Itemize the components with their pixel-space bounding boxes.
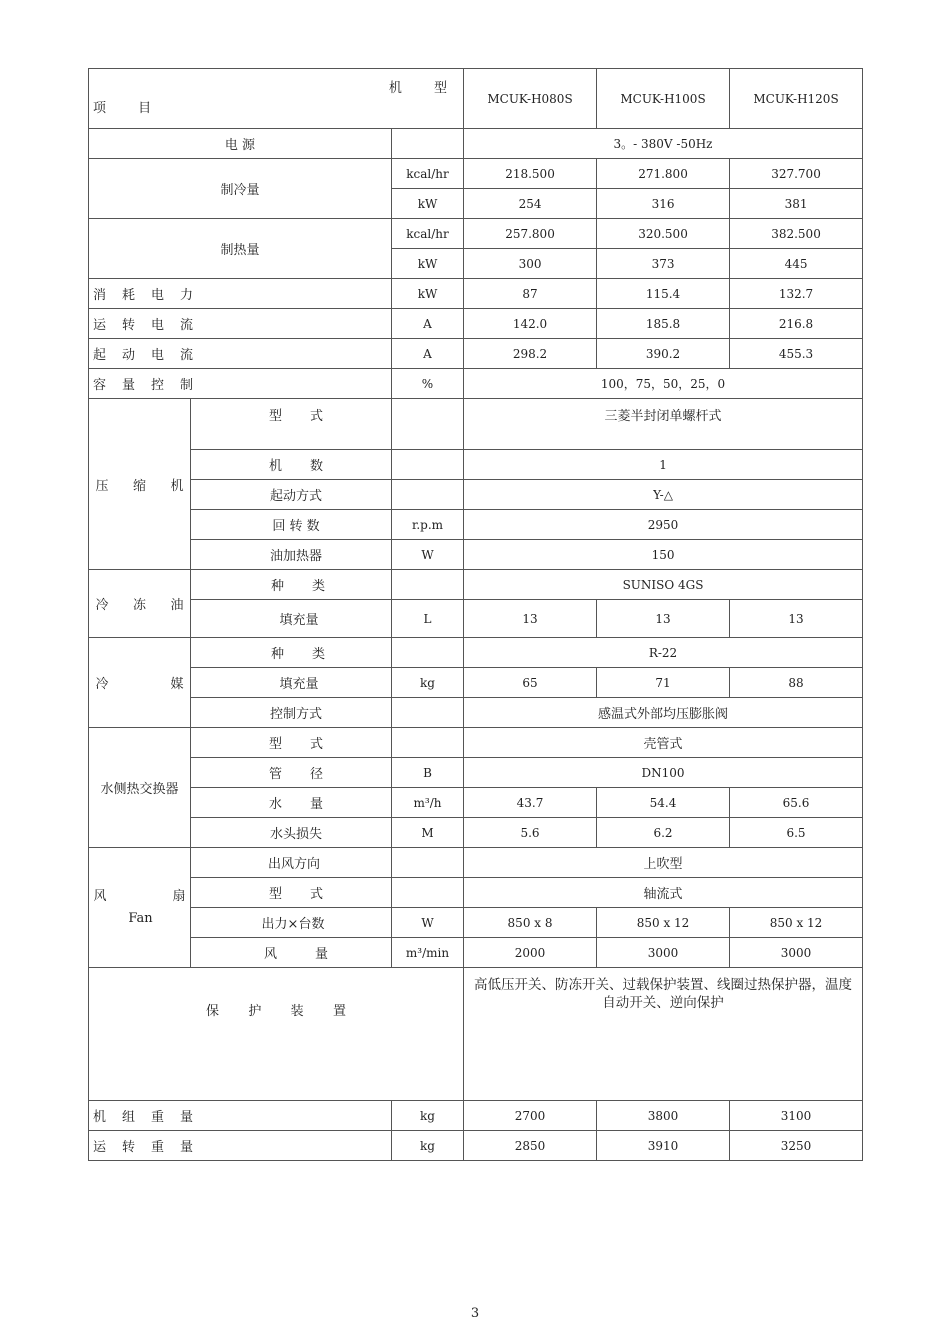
oil-fill-row — [89, 600, 863, 638]
fan-air-2: 3000 — [597, 938, 730, 968]
fan-dir-label-cell — [191, 848, 392, 878]
fan-power-label: 出力×台数 — [261, 917, 325, 932]
water-hx-pipe-label: 管 径 — [269, 767, 323, 782]
heating-unit-kcal: kcal/hr — [392, 219, 464, 249]
consumption-label-cell — [89, 279, 392, 309]
water-hx-flow-label: 水 量 — [269, 797, 323, 812]
oil-fill-2: 13 — [597, 600, 730, 638]
cooling-unit-kcal: kcal/hr — [392, 159, 464, 189]
fan-air-unit: m³/min — [392, 938, 464, 968]
starting-current-1: 298.2 — [464, 339, 597, 369]
oil-kind-label-cell — [191, 570, 392, 600]
compressor-start-value: Y-△ — [464, 480, 863, 510]
operating-weight-label: 运转重量 — [93, 1140, 193, 1155]
refrigerant-fill-3: 88 — [730, 668, 863, 698]
fan-air-1: 2000 — [464, 938, 597, 968]
compressor-heater-row — [89, 540, 863, 570]
unit-weight-label-cell — [89, 1101, 392, 1131]
unit-weight-unit: kg — [392, 1101, 464, 1131]
water-hx-type-value: 壳管式 — [464, 728, 863, 758]
compressor-heater-value: 150 — [464, 540, 863, 570]
consumption-1: 87 — [464, 279, 597, 309]
compressor-type-label-cell — [191, 399, 392, 450]
compressor-type-label: 型 式 — [269, 409, 323, 424]
compressor-count-value: 1 — [464, 450, 863, 480]
water-hx-loss-label-cell — [191, 818, 392, 848]
starting-current-row — [89, 339, 863, 369]
refrigerant-fill-label-cell — [191, 668, 392, 698]
refrigerant-control-unit — [392, 698, 464, 728]
water-hx-pipe-row — [89, 758, 863, 788]
starting-current-3: 455.3 — [730, 339, 863, 369]
capacity-control-value: 100，75，50，25，0 — [464, 369, 863, 399]
water-hx-label: 水侧热交换器 — [89, 728, 191, 848]
operating-weight-row — [89, 1131, 863, 1161]
running-current-label-cell — [89, 309, 392, 339]
oil-fill-label-cell — [191, 600, 392, 638]
oil-fill-3: 13 — [730, 600, 863, 638]
item-label: 项 目 — [93, 101, 166, 116]
cooling-kcal-2: 271.800 — [597, 159, 730, 189]
refrigerant-kind-value: R-22 — [464, 638, 863, 668]
refrigerant-control-row — [89, 698, 863, 728]
water-hx-loss-label: 水头损失 — [269, 827, 322, 842]
oil-kind-value: SUNISO 4GS — [464, 570, 863, 600]
water-hx-type-row — [89, 728, 863, 758]
running-current-2: 185.8 — [597, 309, 730, 339]
fan-type-label-cell — [191, 878, 392, 908]
running-current-1: 142.0 — [464, 309, 597, 339]
refrigerant-fill-row — [89, 668, 863, 698]
fan-type-label: 型 式 — [269, 887, 323, 902]
oil-kind-unit — [392, 570, 464, 600]
starting-current-label-cell — [89, 339, 392, 369]
model-header-2: MCUK-H100S — [597, 69, 730, 129]
refrigerant-fill-2: 71 — [597, 668, 730, 698]
unit-weight-row — [89, 1101, 863, 1131]
fan-label-en: Fan — [128, 910, 153, 926]
compressor-type-row — [89, 399, 863, 450]
compressor-rpm-row — [89, 510, 863, 540]
protection-label-cell — [89, 968, 464, 1101]
refrigerant-control-label-cell — [191, 698, 392, 728]
water-hx-type-unit — [392, 728, 464, 758]
compressor-count-unit — [392, 450, 464, 480]
refrigerant-fill-1: 65 — [464, 668, 597, 698]
compressor-count-label-cell — [191, 450, 392, 480]
protection-label: 保 护 装 置 — [206, 1004, 346, 1019]
compressor-rpm-label-cell — [191, 510, 392, 540]
compressor-rpm-value: 2950 — [464, 510, 863, 540]
fan-air-row — [89, 938, 863, 968]
water-hx-flow-unit: m³/h — [392, 788, 464, 818]
fan-type-row — [89, 878, 863, 908]
water-hx-loss-unit: M — [392, 818, 464, 848]
cooling-label: 制冷量 — [89, 159, 392, 219]
cooling-row-kcal — [89, 159, 863, 189]
compressor-start-unit — [392, 480, 464, 510]
fan-power-1: 850 x 8 — [464, 908, 597, 938]
cooling-unit-kw: kW — [392, 189, 464, 219]
operating-weight-3: 3250 — [730, 1131, 863, 1161]
fan-air-3: 3000 — [730, 938, 863, 968]
capacity-control-unit: % — [392, 369, 464, 399]
fan-label-cn-wrap — [94, 886, 186, 908]
heating-unit-kw: kW — [392, 249, 464, 279]
oil-fill-unit: L — [392, 600, 464, 638]
operating-weight-unit: kg — [392, 1131, 464, 1161]
oil-label: 冷冻油 — [95, 598, 184, 613]
header-row — [89, 69, 863, 129]
water-hx-flow-2: 54.4 — [597, 788, 730, 818]
refrigerant-fill-label: 填充量 — [279, 677, 319, 692]
compressor-rpm-label: 回 转 数 — [272, 519, 320, 534]
page-number: 3 — [470, 1306, 480, 1321]
fan-label-cn: 风 扇 — [93, 888, 186, 904]
fan-power-row — [89, 908, 863, 938]
water-hx-flow-label-cell — [191, 788, 392, 818]
heating-label: 制热量 — [89, 219, 392, 279]
refrigerant-kind-label: 种 类 — [271, 647, 325, 662]
model-header-3: MCUK-H120S — [730, 69, 863, 129]
refrigerant-fill-unit: kg — [392, 668, 464, 698]
consumption-row — [89, 279, 863, 309]
fan-air-label-cell — [191, 938, 392, 968]
running-current-unit: A — [392, 309, 464, 339]
capacity-control-label-cell — [89, 369, 392, 399]
water-hx-pipe-label-cell — [191, 758, 392, 788]
compressor-start-row — [89, 480, 863, 510]
refrigerant-control-value: 感温式外部均压膨胀阀 — [464, 698, 863, 728]
fan-air-label: 风 量 — [264, 947, 328, 962]
power-label: 电 源 — [89, 129, 392, 159]
model-label: 机 型 — [388, 81, 462, 96]
oil-kind-row — [89, 570, 863, 600]
running-current-row — [89, 309, 863, 339]
power-unit — [392, 129, 464, 159]
heating-row-kcal — [89, 219, 863, 249]
capacity-control-label: 容量控制 — [93, 378, 193, 393]
starting-current-label: 起动电流 — [93, 348, 193, 363]
unit-weight-label: 机组重量 — [93, 1110, 193, 1125]
water-hx-loss-3: 6.5 — [730, 818, 863, 848]
fan-label-cell — [89, 848, 191, 968]
fan-dir-label: 出风方向 — [267, 857, 320, 872]
cooling-kw-2: 316 — [597, 189, 730, 219]
compressor-heater-label: 油加热器 — [269, 549, 322, 564]
cooling-kcal-1: 218.500 — [464, 159, 597, 189]
compressor-rpm-unit: r.p.m — [392, 510, 464, 540]
protection-row — [89, 968, 863, 1101]
power-row — [89, 129, 863, 159]
starting-current-2: 390.2 — [597, 339, 730, 369]
model-header-1: MCUK-H080S — [464, 69, 597, 129]
fan-power-3: 850 x 12 — [730, 908, 863, 938]
consumption-label: 消耗电力 — [93, 288, 193, 303]
oil-kind-label: 种 类 — [271, 579, 325, 594]
heating-kw-2: 373 — [597, 249, 730, 279]
water-hx-flow-1: 43.7 — [464, 788, 597, 818]
fan-power-label-cell — [191, 908, 392, 938]
compressor-type-unit — [392, 399, 464, 450]
oil-fill-1: 13 — [464, 600, 597, 638]
power-value: 3。- 380V -50Hz — [464, 129, 863, 159]
compressor-start-label-cell — [191, 480, 392, 510]
water-hx-pipe-unit: B — [392, 758, 464, 788]
compressor-count-label: 机 数 — [269, 459, 323, 474]
water-hx-loss-1: 5.6 — [464, 818, 597, 848]
refrigerant-control-label: 控制方式 — [269, 707, 322, 722]
unit-weight-2: 3800 — [597, 1101, 730, 1131]
water-hx-type-label: 型 式 — [269, 737, 323, 752]
heating-kcal-1: 257.800 — [464, 219, 597, 249]
fan-dir-value: 上吹型 — [464, 848, 863, 878]
fan-type-unit — [392, 878, 464, 908]
compressor-type-value: 三菱半封闭单螺杆式 — [464, 399, 863, 450]
fan-dir-unit — [392, 848, 464, 878]
water-hx-loss-2: 6.2 — [597, 818, 730, 848]
water-hx-type-label-cell — [191, 728, 392, 758]
protection-value: 高低压开关、防冻开关、过载保护装置、线圈过热保护器，温度自动开关、逆向保护 — [464, 968, 863, 1101]
compressor-count-row — [89, 450, 863, 480]
starting-current-unit: A — [392, 339, 464, 369]
heating-kw-3: 445 — [730, 249, 863, 279]
fan-dir-row — [89, 848, 863, 878]
water-hx-loss-row — [89, 818, 863, 848]
fan-power-2: 850 x 12 — [597, 908, 730, 938]
fan-type-value: 轴流式 — [464, 878, 863, 908]
cooling-kw-1: 254 — [464, 189, 597, 219]
capacity-control-row — [89, 369, 863, 399]
heating-kcal-3: 382.500 — [730, 219, 863, 249]
heating-kcal-2: 320.500 — [597, 219, 730, 249]
operating-weight-2: 3910 — [597, 1131, 730, 1161]
running-current-label: 运转电流 — [93, 318, 193, 333]
operating-weight-1: 2850 — [464, 1131, 597, 1161]
water-hx-pipe-value: DN100 — [464, 758, 863, 788]
running-current-3: 216.8 — [730, 309, 863, 339]
unit-weight-3: 3100 — [730, 1101, 863, 1131]
water-hx-flow-row — [89, 788, 863, 818]
header-corner-cell — [89, 69, 464, 129]
water-hx-flow-3: 65.6 — [730, 788, 863, 818]
compressor-start-label: 起动方式 — [269, 489, 322, 504]
refrigerant-label: 冷媒 — [95, 677, 184, 692]
refrigerant-kind-unit — [392, 638, 464, 668]
compressor-label: 压缩机 — [95, 478, 184, 494]
compressor-heater-unit: W — [392, 540, 464, 570]
compressor-heater-label-cell — [191, 540, 392, 570]
consumption-unit: kW — [392, 279, 464, 309]
refrigerant-kind-label-cell — [191, 638, 392, 668]
refrigerant-label-cell — [89, 638, 191, 728]
consumption-3: 132.7 — [730, 279, 863, 309]
spec-table — [88, 68, 863, 1161]
heating-kw-1: 300 — [464, 249, 597, 279]
compressor-label-cell — [89, 399, 191, 570]
cooling-kcal-3: 327.700 — [730, 159, 863, 189]
fan-power-unit: W — [392, 908, 464, 938]
oil-fill-label: 填充量 — [279, 613, 319, 628]
operating-weight-label-cell — [89, 1131, 392, 1161]
oil-label-cell — [89, 570, 191, 638]
refrigerant-kind-row — [89, 638, 863, 668]
cooling-kw-3: 381 — [730, 189, 863, 219]
consumption-2: 115.4 — [597, 279, 730, 309]
unit-weight-1: 2700 — [464, 1101, 597, 1131]
